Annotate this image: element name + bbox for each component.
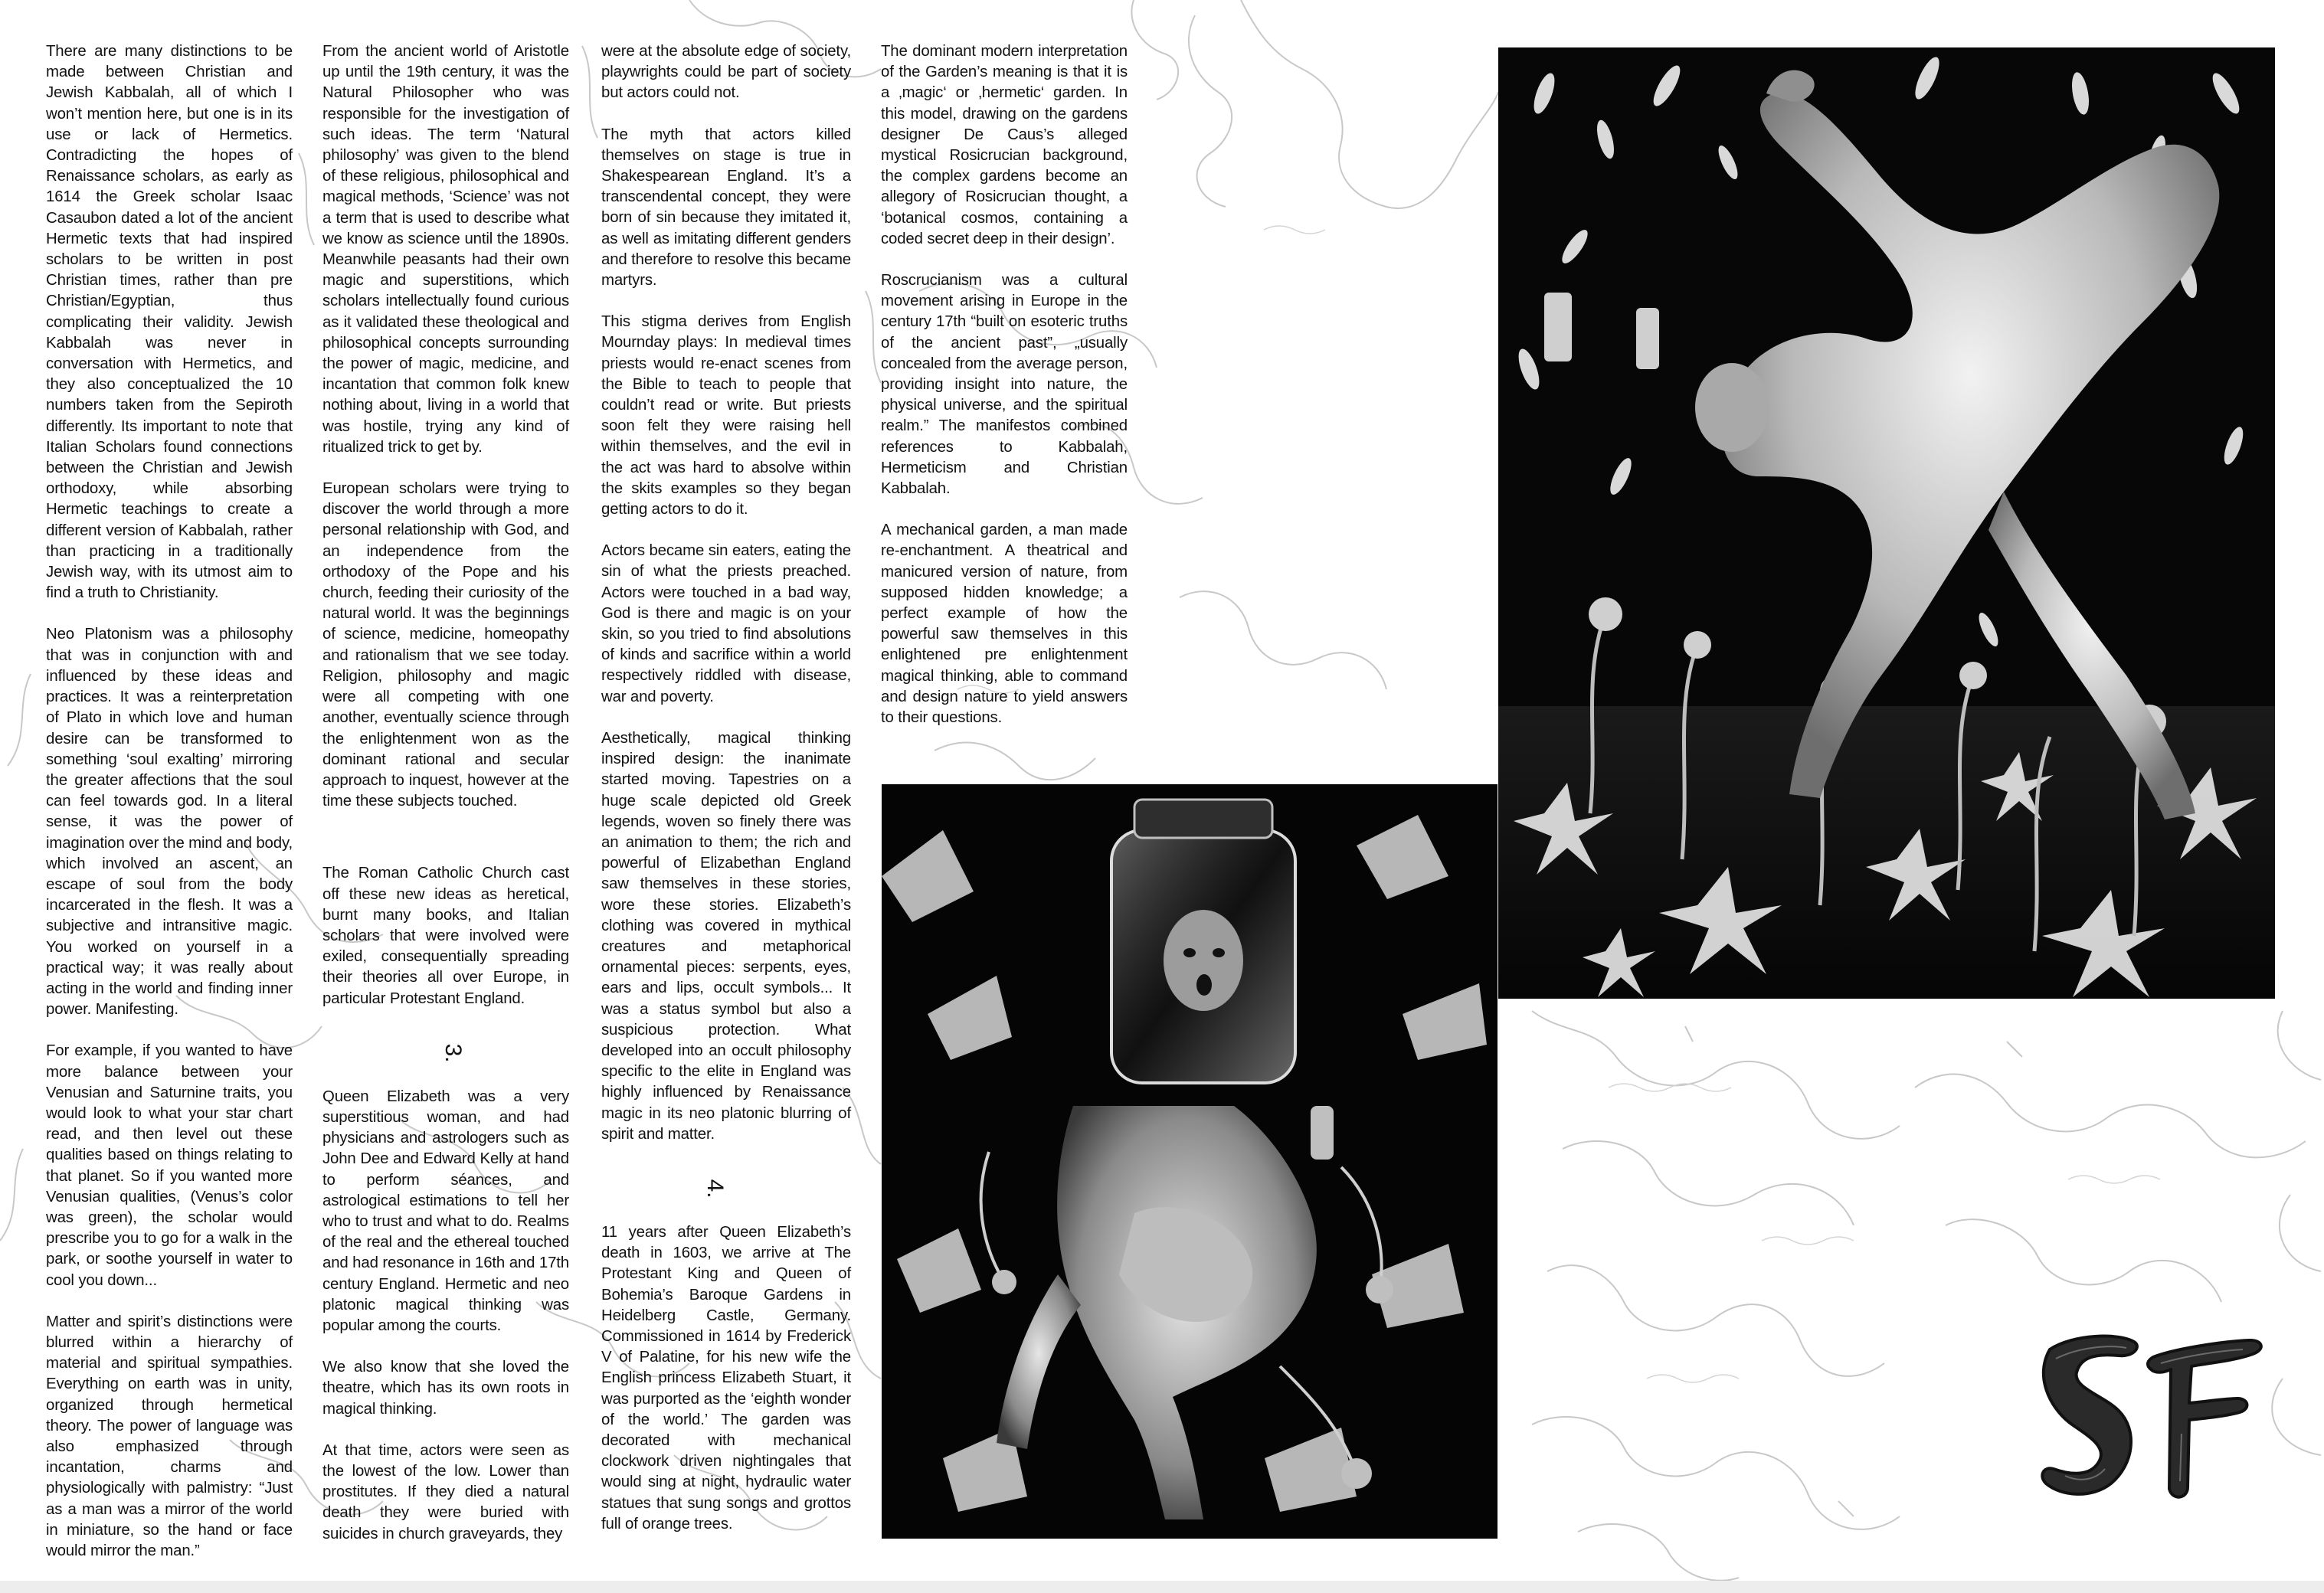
paragraph: 11 years after Queen Elizabeth’s death in 1603, we arrive at The Protestant King and Queen of Bohemia’s Baroque Gardens in Heidelberg Castle, Germany. Commissioned in 1614 by Frederick V of Palatine, for his new wife the English princess Elizabeth Stuart, it was purported as the ‘eighth wonder of the world.’ The garden was decorated with mechanical clockwork driven nightingales that would sing at night, hydraulic water statues that sung songs and grottos full of orange trees. bbox=[601, 1223, 851, 1532]
paragraph: Aesthetically, magical thinking inspired design: the inanimate started moving. Tapestries on a huge scale depicted old Greek legends, woven so finely there was an animation to them; the rich and powerful of Elizabethan England saw themselves in these stories, wore these stories. Elizabeth’s clothing was covered in mythical creatures and metaphorical ornamental pieces: serpents, eyes, ears and lips, occult symbols... It was a status symbol but also a suspicious protection. What developed into an occult philosophy specific to the elite in England was highly influenced by Renaissance magic in its neo platonic blurring of spirit and matter. bbox=[601, 729, 851, 1143]
paragraph: For example, if you wanted to have more balance between your Venusian and Saturnine traits, you would look to what your star chart read, and then level out these qualities based on things relating to that planet. So if you wanted more Venusian qualities, (Venus’s color was green), the scholar would prescribe you to go for a walk in the park, or soothe yourself in water to cool you down... bbox=[46, 1042, 293, 1289]
text-column-1 bbox=[46, 41, 293, 1582]
photo-seated-illustration bbox=[882, 784, 1498, 1539]
section-number-4: 4. bbox=[702, 1179, 728, 1199]
text-column-3 bbox=[601, 41, 851, 1555]
paragraph: were at the absolute edge of society, playwrights could be part of society but actors could not. bbox=[601, 43, 851, 102]
paragraph: The myth that actors killed themselves on stage is true in Shakespearean England. It’s a transcendental concept, they were born of sin because they imitated it, as well as imitating different genders and therefore to resolve this became martyrs. bbox=[601, 126, 851, 289]
paragraph: The Roman Catholic Church cast off these new ideas as heretical, burnt many books, and Italian scholars that were involved were exiled, consequentially spreading their theories all over Europe, in particular Protestant England. bbox=[322, 865, 569, 1007]
paragraph: At that time, actors were seen as the lowest of the low. Lower than prostitutes. If they died a natural death they were buried with suicides in church graveyards, they bbox=[322, 1441, 569, 1542]
text-column-2 bbox=[322, 41, 569, 1565]
paragraph: Neo Platonism was a philosophy that was in conjunction with and influenced by these ideas and practices. It was a reinterpretation of Plato in which love and human desire can be transformed to something ‘soul exalting’ mirroring the greater affections that the soul can feel towards god. In a literal sense, it was the power of imagination over the mind and body, which involved an ascent, an escape of soul from the body incarcerated in the flesh. It was a subjective and intransitive magic. You worked on yourself in a practical way; it was really about acting in the world and finding inner power. Manifesting. bbox=[46, 626, 293, 1019]
paragraph: Actors became sin eaters, eating the sin of what the priests preached. Actors were touched in a bad way, God is there and magic is on your skin, so you tried to find absolutions of kinds and sacrifice within a world respectively riddled with disease, war and poverty. bbox=[601, 542, 851, 705]
paragraph: We also know that she loved the theatre, which has its own roots in magical thinking. bbox=[322, 1359, 569, 1418]
photo-dancer-illustration bbox=[1498, 47, 2275, 999]
paragraph: The dominant modern interpretation of the Garden’s meaning is that it is a ‚magic‘ or ‚hermetic‘ garden. In this model, drawing on the gardens designer De Caus’s alleged mystical Rosicrucian background, the complex gardens become an allegory of Rosicrucian thought, a ‘botanical cosmos, containing a coded secret deep in their design’. bbox=[881, 43, 1128, 247]
paragraph: European scholars were trying to discover the world through a more personal relationship with God, and an independence from the orthodoxy of the Pope and his church, feeding their curiosity of the natural world. It was the beginnings of science, medicine, homeopathy and rationalism that we see today. Religion, philosophy and magic were all competing with one another, eventually science through the enlightenment won as the dominant rational and secular approach to inquest, however at the time these subjects touched. bbox=[322, 480, 569, 810]
paragraph: There are many distinctions to be made between Christian and Jewish Kabbalah, all of which I won’t mention here, but one is in its use or lack of Hermetics. Contradicting the hopes of Renaissance scholars, as early as 1614 the Greek scholar Isaac Casaubon dated a lot of the ancient Hermetic texts that had inspired scholars to be written in post Christian times, rather than pre Christian/Egyptian, thus complicating their validity. Jewish Kabbalah was never in conversation with Hermetics, and they also conceptualized the 10 numbers taken from the Sepiroth differently. Its important to note that Italian Scholars found connections between the Christian and Jewish orthodoxy, while absorbing Hermetic teachings to create a different version of Kabbalah, rather than practicing in a traditionally Jewish way, with its utmost aim to find a truth to Christianity. bbox=[46, 43, 293, 602]
spacer bbox=[322, 832, 569, 863]
photo-dancer bbox=[1498, 47, 2275, 999]
paragraph: This stigma derives from English Mournday plays: In medieval times priests would re-enact scenes from the Bible to teach to people that couldn’t read or write. But priests soon felt they were raising hell within themselves, and the evil in the act was hard to absolve within the skits examples so they began getting actors to do it. bbox=[601, 313, 851, 518]
sf-monogram-logo-icon bbox=[2019, 1319, 2280, 1510]
paragraph: From the ancient world of Aristotle up until the 19th century, it was the Natural Philosopher who was responsible for the investigation of such ideas. The term ‘Natural philosophy’ was given to the blend of these religious, philosophical and magical methods, ‘Science’ was not a term that is used to describe what we know as science until the 1890s. Meanwhile peasants had their own magic and superstitions, which scholars intellectually found curious as it validated these theological and philosophical concepts surrounding the power of magic, medicine, and incantation that common folk knew nothing about, living in a world that was hostile, trying any kind of ritualized trick to get by. bbox=[322, 43, 569, 456]
paragraph: A mechanical garden, a man made re-enchantment. A theatrical and manicured version of nature, from supposed hidden knowledge; a perfect example of how the powerful saw themselves in this enlightened pre enlightenment magical thinking, able to command and design nature to yield answers to their questions. bbox=[881, 522, 1128, 727]
text-column-4 bbox=[881, 41, 1128, 749]
paragraph: Matter and spirit’s distinctions were blurred within a hierarchy of material and spiritual sympathies. Everything on earth was in unity, organized through hermetical theory. The power of language was also emphasized through incantation, charms and physiologically with palmistry: “Just as a man was a mirror of the world in miniature, so the hand or face would mirror the man.” bbox=[46, 1313, 293, 1560]
section-number-3: 3. bbox=[440, 1043, 466, 1063]
page-bottom-strip bbox=[0, 1581, 2324, 1593]
photo-seated-figure bbox=[882, 784, 1498, 1539]
paragraph: Queen Elizabeth was a very superstitious woman, and had physicians and astrologers such as John Dee and Edward Kelly at hand to perform séances, and astrological estimations to tell her who to trust and what to do. Realms of the real and the ethereal touched and had resonance in 16th and 17th century England. Hermetic and neo platonic magical thinking was popular among the courts. bbox=[322, 1088, 569, 1334]
paragraph: Roscrucianism was a cultural movement arising in Europe in the century 17th “built on esoteric truths of the ancient past”, „usually concealed from the average person, providing insight into nature, the physical universe, and the spiritual realm.” The manifestos combined references to Kabbalah, Hermeticism and Christian Kabbalah. bbox=[881, 272, 1128, 498]
